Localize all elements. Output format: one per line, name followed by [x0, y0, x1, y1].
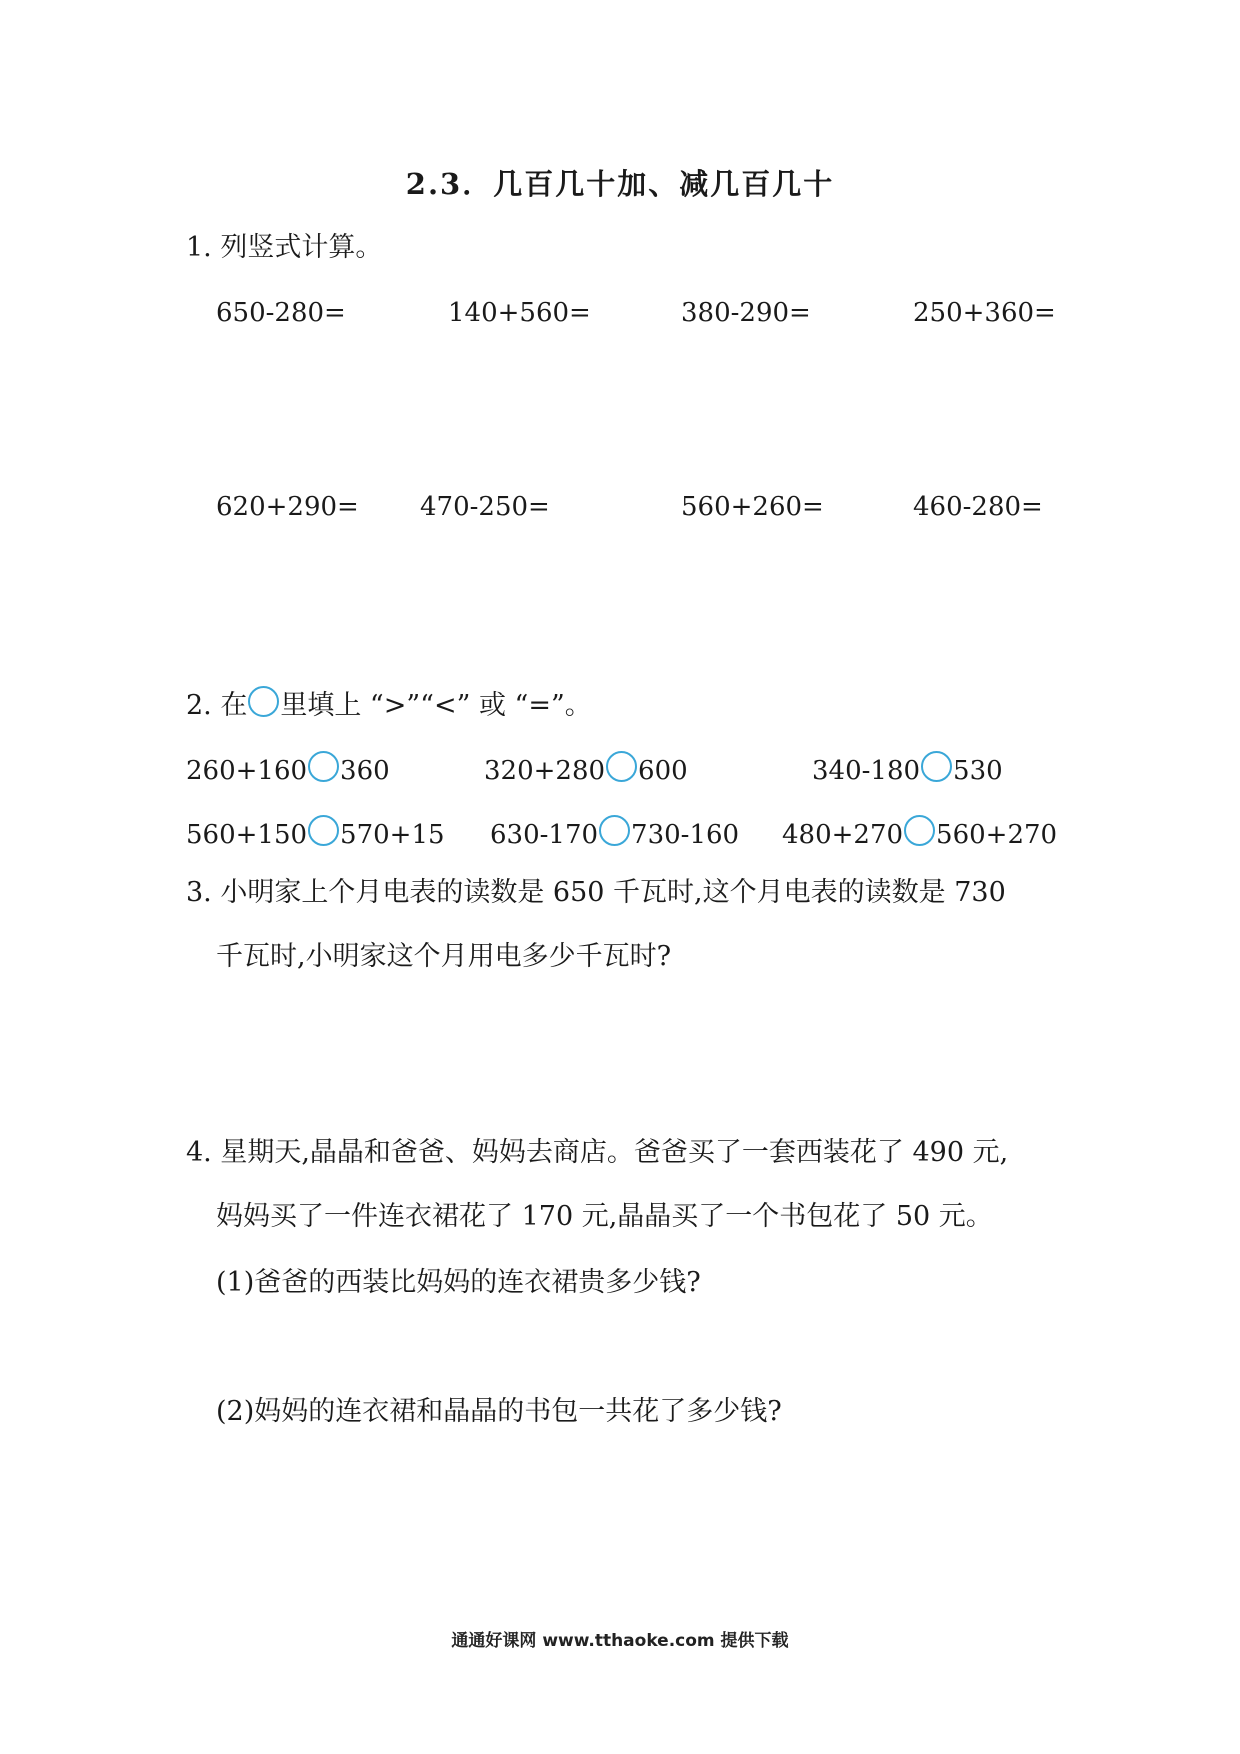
compare-left: 630-170 [490, 820, 599, 850]
q2-heading-before: 2. 在 [186, 690, 248, 721]
compare-right: 360 [340, 756, 390, 786]
q1-heading: 1. 列竖式计算。 [186, 232, 383, 263]
answer-circle[interactable] [606, 751, 637, 782]
q2-heading-after: 里填上 “>”“<” 或 “=”。 [280, 690, 592, 721]
q4-line1: 4. 星期天,晶晶和爸爸、妈妈去商店。爸爸买了一套西装花了 490 元, [186, 1137, 1009, 1168]
compare-left: 560+150 [186, 820, 308, 850]
answer-circle[interactable] [921, 751, 952, 782]
q1-expr: 560+260= [681, 492, 824, 522]
q4-sub1: (1)爸爸的西装比妈妈的连衣裙贵多少钱? [216, 1267, 701, 1298]
compare-item [186, 815, 445, 853]
q1-expr: 620+290= [216, 492, 359, 522]
answer-circle[interactable] [308, 815, 339, 846]
compare-left: 480+270 [782, 820, 904, 850]
q4-sub2: (2)妈妈的连衣裙和晶晶的书包一共花了多少钱? [216, 1396, 782, 1427]
compare-right: 600 [638, 756, 688, 786]
q2-heading [186, 686, 592, 723]
q1-expr: 650-280= [216, 298, 346, 328]
compare-item [782, 815, 1057, 853]
q1-expr: 460-280= [913, 492, 1043, 522]
q1-expr: 380-290= [681, 298, 811, 328]
answer-circle[interactable] [599, 815, 630, 846]
compare-item [484, 751, 688, 789]
compare-right: 530 [953, 756, 1003, 786]
answer-circle[interactable] [308, 751, 339, 782]
compare-right: 570+15 [340, 820, 445, 850]
q4-line2: 妈妈买了一件连衣裙花了 170 元,晶晶买了一个书包花了 50 元。 [216, 1201, 993, 1232]
compare-item [812, 751, 1003, 789]
compare-right: 560+270 [936, 820, 1058, 850]
q3-line1: 3. 小明家上个月电表的读数是 650 千瓦时,这个月电表的读数是 730 [186, 877, 1006, 908]
footer-credit: 通通好课网 www.tthaoke.com 提供下载 [451, 1631, 789, 1651]
page-title: 2.3．几百几十加、减几百几十 [405, 167, 835, 201]
compare-item [186, 751, 390, 789]
compare-right: 730-160 [631, 820, 740, 850]
q1-expr: 250+360= [913, 298, 1056, 328]
q3-line2: 千瓦时,小明家这个月用电多少千瓦时? [216, 941, 672, 972]
compare-circle-icon [248, 686, 279, 717]
q1-expr: 470-250= [420, 492, 550, 522]
answer-circle[interactable] [904, 815, 935, 846]
compare-left: 340-180 [812, 756, 921, 786]
compare-left: 260+160 [186, 756, 308, 786]
compare-left: 320+280 [484, 756, 606, 786]
q1-expr: 140+560= [448, 298, 591, 328]
compare-item [490, 815, 739, 853]
